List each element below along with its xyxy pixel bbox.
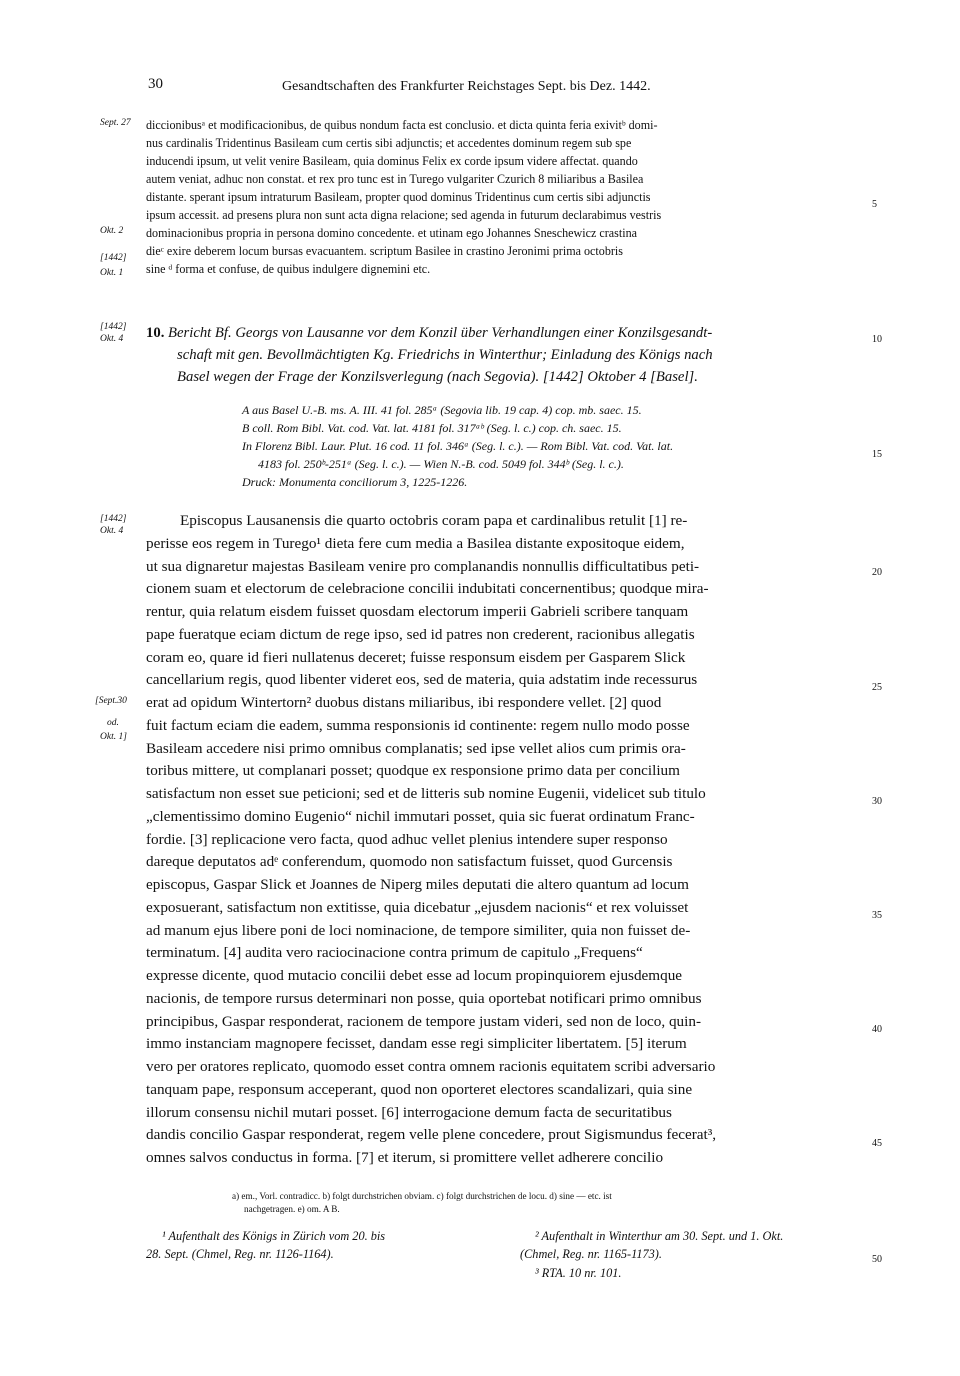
text-line: ipsum accessit. ad presens plura non sunt acta digna relacione; sed agenda in futurum declarabimus vestris [146, 208, 662, 222]
body-line: pape fueratque eciam dictum de rege ipso, sed id patres non crederent, racionibus allegatis [146, 625, 695, 643]
text-line: distante. sperant ipsum intraturum Basileam, propter quod dominus Tridentinus cum certis sibi adjunctis [146, 190, 651, 204]
margin-note-1442c: [1442] [100, 514, 127, 524]
body-line: exposuerant, satisfactum non extitisse, quia dicebatur „ejusdem nacionis“ et rex voluisset [146, 898, 689, 916]
margin-note-od: od. [107, 718, 119, 728]
source-line: A aus Basel U.-B. ms. A. III. 41 fol. 285ᵃ (Segovia lib. 19 cap. 4) cop. mb. saec. 15. [242, 403, 642, 417]
body-line: cionem suam et electorum de celebracione concilii indubitati concernentibus; quodque mira- [146, 580, 709, 598]
margin-note-okt1: Okt. 1 [100, 268, 124, 278]
body-line: dandis concilio Gaspar responderat, regem velle plene concedere, prout Sigismundus fecerat³, [146, 1126, 717, 1144]
line-number: 25 [872, 682, 882, 693]
source-line: In Florenz Bibl. Laur. Plut. 16 cod. 11 fol. 346ᵃ (Seg. l. c.). — Rom Bibl. Vat. cod. Vat. lat. [242, 439, 674, 453]
margin-note-okt4a: Okt. 4 [100, 334, 124, 344]
apparatus-line: a) em., Vorl. contradicc. b) folgt durchstrichen obviam. c) folgt durchstrichen de locu. d) sine — etc. ist [232, 1191, 612, 1201]
margin-note-sept27: Sept. 27 [100, 118, 131, 128]
body-line: illorum consensu nichil mutari posset. [6] interrogacione demum facta de securitatibus [146, 1103, 672, 1121]
apparatus-line: nachgetragen. e) om. A B. [244, 1204, 340, 1214]
source-line: B coll. Rom Bibl. Vat. cod. Vat. lat. 4181 fol. 317ᵃᵇ (Seg. l. c.) cop. ch. saec. 15. [242, 421, 622, 435]
body-line: coram eo, quare id fieri nullatenus deceret; fuisse responsum eisdem per Gasparem Slick [146, 648, 686, 666]
body-line: vero per oratores replicato, quomodo esset contra omnem racionis equitatem scribi adversario [146, 1058, 716, 1075]
line-number: 45 [872, 1138, 882, 1149]
text-line: diccionibusᵃ et modificacionibus, de quibus nondum facta est conclusio. et dicta quinta feria exivitᵇ domi- [146, 118, 658, 132]
text-line: dominacionibus propria in persona domino concedente. et utinam ego Johannes Sneschewicz crastina [146, 226, 637, 240]
body-line: tanquam pape, responsum acceperant, quod non oporteret electores scandalizari, quia sine [146, 1080, 693, 1098]
body-line: „clementissimo domino Eugenio“ nichil immutari posset, quia sic fuerat ordinatum Franc- [146, 807, 695, 825]
body-line: fuit factum eciam die eadem, summa responsionis id continente: regem nullo modo posse [146, 716, 690, 734]
text-line: inducendi ipsum, ut velit venire Basileam, quia dominus Felix ex corde ipsum videre affectat. quando [146, 154, 638, 168]
body-line: fordie. [3] replicacione vero facta, quod adhuc vellet plenius intendere super responso [146, 830, 668, 848]
body-line: Episcopus Lausanensis die quarto octobris coram papa et cardinalibus retulit [1] re- [180, 512, 688, 529]
section-title-line: Bericht Bf. Georgs von Lausanne vor dem Konzil über Verhandlungen einer Konzilsgesandt- [168, 325, 713, 341]
body-line: nacionis, de tempore rursus determinari non posse, quia oportebat notificari primo omnibus [146, 989, 702, 1007]
body-line: erat ad opidum Wintertorn² duobus distans miliaribus, ibi respondere vellet. [2] quod [146, 694, 662, 711]
footnote-2-cont: (Chmel, Reg. nr. 1165-1173). [520, 1247, 662, 1261]
body-line: ad manum ejus libere poni de loci nominacione, de tempore similiter, quia non fuisset de- [146, 921, 691, 939]
text-line: nus cardinalis Tridentinus Basileam cum certis sibi adjunctis; et accedentes dominum regem sub spe [146, 136, 632, 150]
margin-note-okt4b: Okt. 4 [100, 526, 124, 536]
margin-note-1442b: [1442] [100, 322, 127, 332]
line-number: 5 [872, 199, 877, 210]
line-number: 40 [872, 1024, 882, 1035]
body-line: rentur, quia relatum eisdem fuisset quosdam electorum imperii Gabrieli scribere tanquam [146, 603, 689, 620]
text-line: sine ᵈ forma et confuse, de quibus indulgere dignemini etc. [146, 262, 431, 276]
line-number: 10 [872, 334, 882, 345]
footnote-1: ¹ Aufenthalt des Königs in Zürich vom 20. bis [162, 1229, 386, 1243]
body-line: ut sua dignaretur majestas Basileam venire pro complanandis nonnullis difficultatibus peti- [146, 557, 700, 575]
text-line: autem veniat, adhuc non constat. et rex pro tunc est in Turego vulgariter Czurich 8 miliaribus a Basilea [146, 172, 644, 186]
footnote-3: ³ RTA. 10 nr. 101. [535, 1266, 622, 1280]
line-number: 30 [872, 796, 882, 807]
body-line: terminatum. [4] audita vero raciocinacione contra primum de capitulo „Frequens“ [146, 944, 643, 962]
source-line: 4183 fol. 250ᵇ-251ᵃ (Seg. l. c.). — Wien N.-B. cod. 5049 fol. 344ᵇ (Seg. l. c.). [258, 457, 624, 471]
footnote-1-cont: 28. Sept. (Chmel, Reg. nr. 1126-1164). [146, 1247, 334, 1261]
section-title-line: Basel wegen der Frage der Konzilsverlegung (nach Segovia). [1442] Oktober 4 [Basel]. [177, 369, 698, 385]
line-number: 15 [872, 449, 882, 460]
text-line: dieᶜ exire deberem locum bursas evacuantem. scriptum Basilee in crastino Jeronimi prima octobris [146, 244, 623, 258]
margin-note-okt1b: Okt. 1] [100, 732, 127, 742]
body-line: Basileam accedere nisi primo omnibus complanatis; sed ipse vellet alios cum primis ora- [146, 739, 686, 757]
page-number: 30 [148, 76, 163, 92]
body-line: episcopus, Gaspar Slick et Joannes de Niperg miles deputati die altero quantum ad locum [146, 876, 689, 893]
line-number: 50 [872, 1254, 882, 1265]
margin-note-okt2: Okt. 2 [100, 226, 124, 236]
body-line: dareque deputatos adᵉ conferendum, quomodo non satisfactum fuisset, quod Gurcensis [146, 853, 673, 871]
body-line: toribus mittere, ut complanari posset; quodque ex responsione primo data per concilium [146, 762, 680, 780]
body-line: cancellarium regis, quod libenter videret eos, sed de materia, quia adstatim inde recessurus [146, 671, 698, 689]
footnote-2: ² Aufenthalt in Winterthur am 30. Sept. und 1. Okt. [535, 1229, 784, 1243]
line-number: 35 [872, 910, 882, 921]
body-line: omnes salvos conductus in forma. [7] et iterum, si promittere vellet adherere concilio [146, 1149, 664, 1166]
line-number: 20 [872, 567, 882, 578]
body-line: principibus, Gaspar responderat, racionem de tempore justam videri, sed non de loco, quin- [146, 1012, 702, 1030]
body-line: immo instanciam magnopere fecisset, dandam esse regi simpliciter libertatem. [5] iterum [146, 1035, 687, 1053]
section-number: 10. [146, 325, 165, 341]
body-line: perisse eos regem in Turego¹ dieta fere cum media a Basilea distante expositoque eidem, [146, 534, 685, 552]
margin-note-1442a: [1442] [100, 253, 127, 263]
section-title-line: schaft mit gen. Bevollmächtigten Kg. Friedrichs in Winterthur; Einladung des Königs nach [177, 347, 713, 363]
body-line: expresse dicente, quod mutacio concilii debet esse ad locum propinquiorem ejusdemque [146, 967, 683, 984]
running-title: Gesandtschaften des Frankfurter Reichstages Sept. bis Dez. 1442. [282, 79, 651, 94]
margin-note-sept30: [Sept.30 [95, 696, 127, 706]
source-line: Druck: Monumenta conciliorum 3, 1225-1226. [242, 475, 468, 489]
body-line: satisfactum non esset sue peticioni; sed et de litteris sub nomine Eugenii, videlicet sub titulo [146, 785, 706, 802]
